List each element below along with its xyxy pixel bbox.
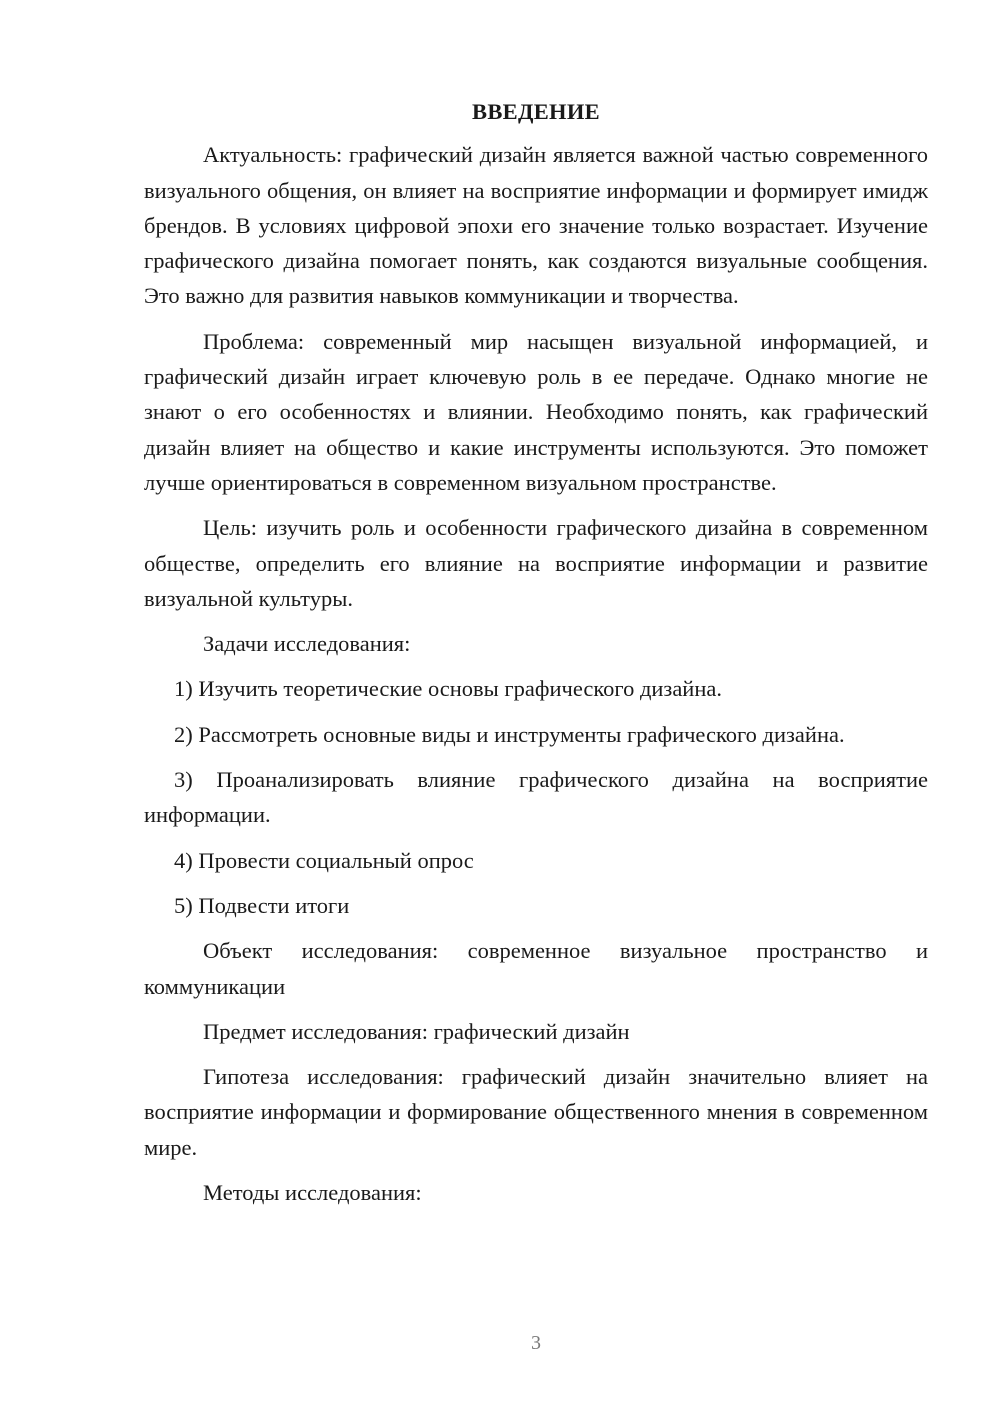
object-paragraph: Объект исследования: современное визуальное пространство и коммуникации <box>144 938 928 999</box>
task-item-5: 5) Подвести итоги <box>174 892 350 918</box>
relevance-paragraph: Актуальность: графический дизайн является важной частью современного визуального общения, он влияет на восприятие информации и формирует имидж брендов. В условиях цифровой эпохи его значение только возрастает. Изучение графического дизайна помогает понять, как создаются визуальные сообщения. Это важно для развития навыков коммуникации и творчества. <box>144 142 928 309</box>
task-item-4: 4) Провести социальный опрос <box>174 847 474 873</box>
hypothesis-paragraph: Гипотеза исследования: графический дизайн значительно влияет на восприятие информации и формирование общественного мнения в современном мире. <box>144 1064 928 1160</box>
task-item-2: 2) Рассмотреть основные виды и инструменты графического дизайна. <box>174 721 845 747</box>
tasks-title: Задачи исследования: <box>203 631 411 657</box>
page-heading: ВВЕДЕНИЕ <box>472 99 600 124</box>
goal-paragraph: Цель: изучить роль и особенности графического дизайна в современном обществе, определить его влияние на восприятие информации и развитие визуальной культуры. <box>144 515 928 611</box>
methods-title: Методы исследования: <box>203 1180 422 1206</box>
problem-paragraph: Проблема: современный мир насыщен визуальной информацией, и графический дизайн играет ключевую роль в ее передаче. Однако многие не знают о его особенностях и влиянии. Необходимо понять, как графический дизайн влияет на общество и какие инструменты используются. Это поможет лучше ориентироваться в современном визуальном пространстве. <box>144 328 928 495</box>
subject-paragraph: Предмет исследования: графический дизайн <box>203 1018 630 1044</box>
task-item-1: 1) Изучить теоретические основы графического дизайна. <box>174 676 722 702</box>
page-content <box>144 94 928 1220</box>
page-number: 3 <box>531 1332 541 1354</box>
task-item-3: 3) Проанализировать влияние графического дизайна на восприятие информации. <box>144 767 928 828</box>
